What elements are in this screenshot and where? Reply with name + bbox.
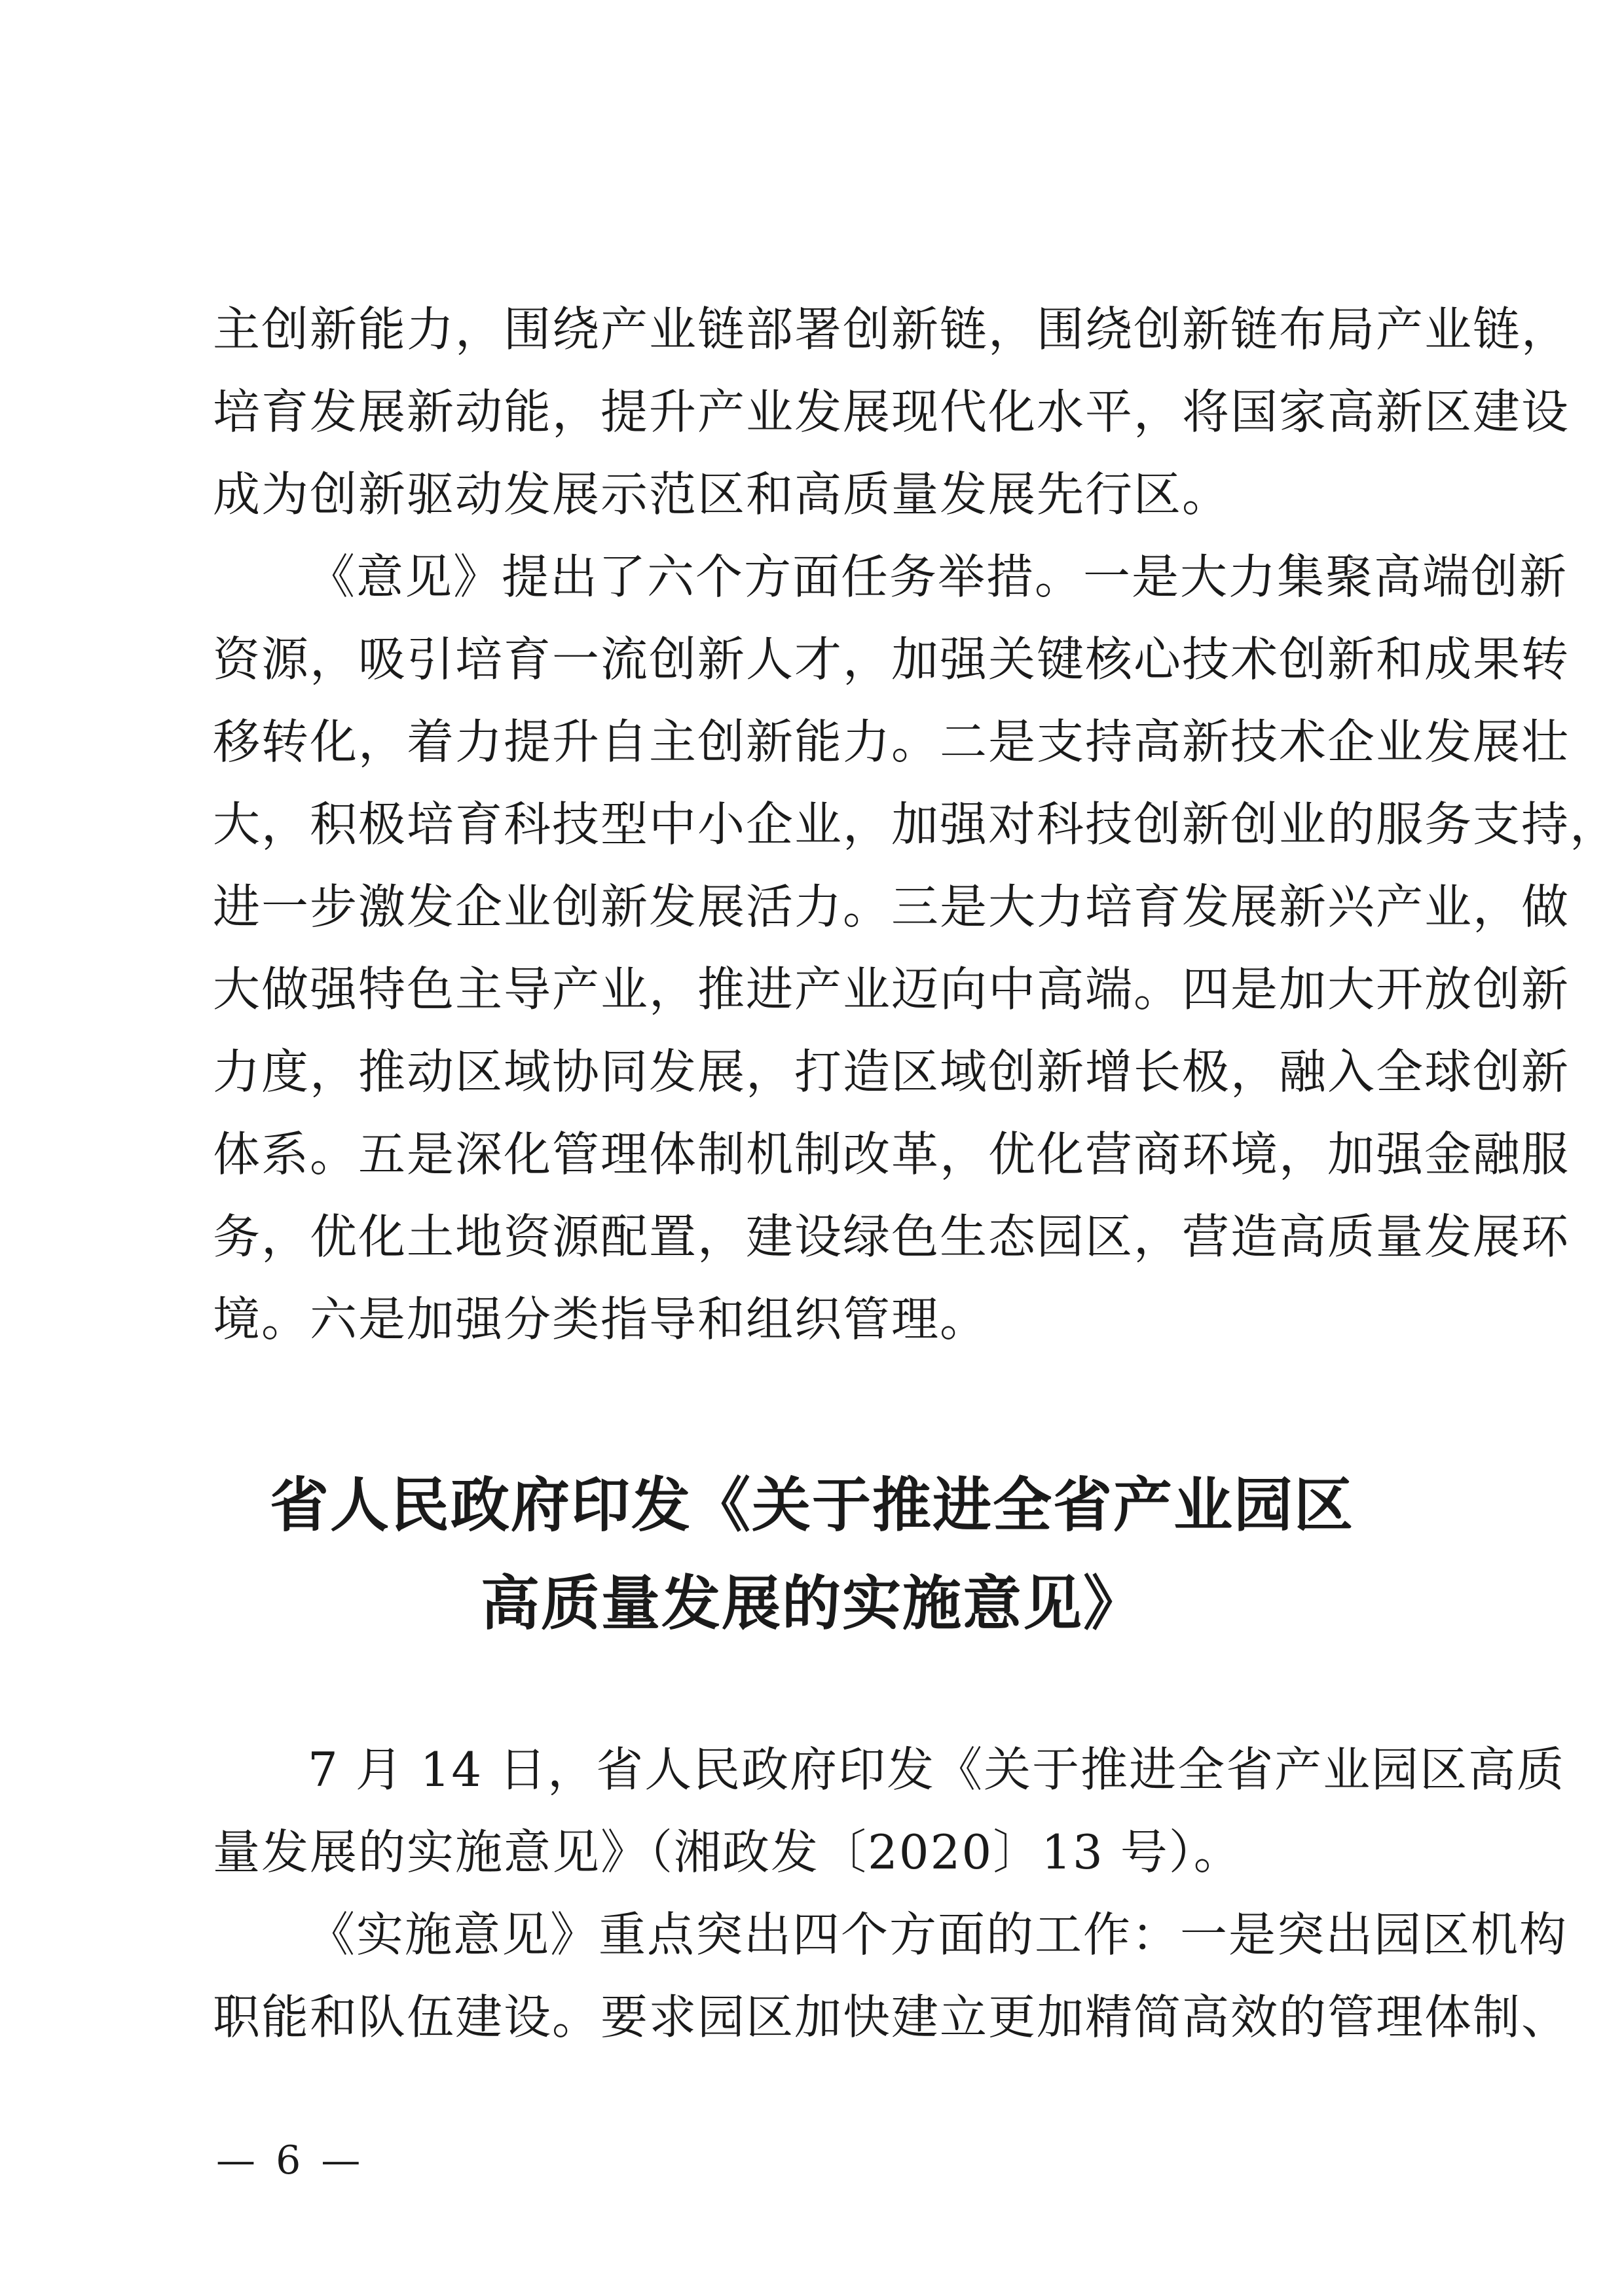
text-line: 主创新能力，围绕产业链部署创新链，围绕创新链布局产业链， — [213, 302, 1570, 357]
text-line: 《意见》提出了六个方面任务举措。一是大力集聚高端创新 — [308, 549, 1568, 604]
section-heading-line-2: 高质量发展的实施意见》 — [481, 1569, 1143, 1638]
text-line: 大，积极培育科技型中小企业，加强对科技创新创业的服务支持， — [213, 797, 1619, 852]
text-line: 大做强特色主导产业，推进产业迈向中高端。四是加大开放创新 — [213, 962, 1570, 1017]
text-line: 职能和队伍建设。要求园区加快建立更加精简高效的管理体制、 — [213, 1990, 1570, 2045]
text-line: 7 月 14 日，省人民政府印发《关于推进全省产业园区高质 — [308, 1742, 1566, 1797]
text-line: 移转化，着力提升自主创新能力。二是支持高新技术企业发展壮 — [213, 714, 1570, 769]
text-line: 培育发展新动能，提升产业发展现代化水平，将国家高新区建设 — [213, 384, 1570, 439]
text-line: 进一步激发企业创新发展活力。三是大力培育发展新兴产业，做 — [213, 879, 1570, 934]
text-line: 境。六是加强分类指导和组织管理。 — [213, 1292, 989, 1347]
text-line: 《实施意见》重点突出四个方面的工作：一是突出园区机构 — [308, 1907, 1568, 1962]
page-number: — 6 — — [216, 2138, 365, 2183]
section-heading-line-1: 省人民政府印发《关于推进全省产业园区 — [270, 1471, 1354, 1540]
text-line: 量发展的实施意见》（湘政发〔2020〕13 号）。 — [213, 1825, 1242, 1880]
text-line: 资源，吸引培育一流创新人才，加强关键核心技术创新和成果转 — [213, 632, 1570, 687]
text-line: 务，优化土地资源配置，建设绿色生态园区，营造高质量发展环 — [213, 1209, 1570, 1264]
text-line: 成为创新驱动发展示范区和高质量发展先行区。 — [213, 467, 1231, 522]
text-line: 体系。五是深化管理体制机制改革，优化营商环境，加强金融服 — [213, 1127, 1570, 1182]
text-line: 力度，推动区域协同发展，打造区域创新增长极，融入全球创新 — [213, 1044, 1570, 1099]
